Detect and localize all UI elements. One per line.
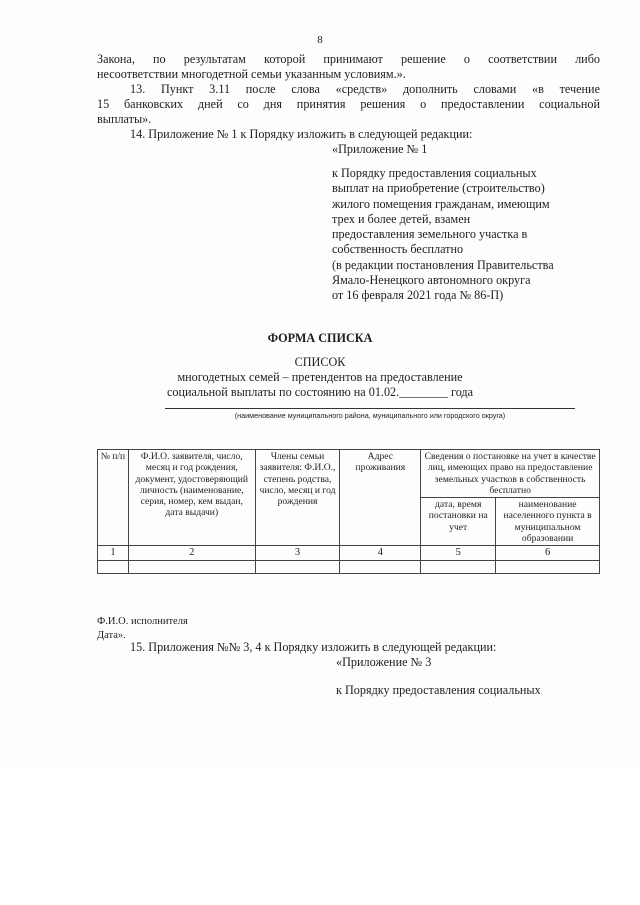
- paragraph-line: 15 банковских дней со дня принятия решения о предоставлении социальной: [97, 97, 600, 111]
- table-row: [98, 546, 600, 560]
- page-number: 8: [317, 34, 323, 46]
- appendix-line: Ямало-Ненецкого автономного округа: [332, 273, 531, 288]
- empty-cell: [421, 560, 496, 573]
- column-number: 2: [128, 546, 255, 560]
- families-table: [97, 449, 600, 574]
- paragraph-line: несоответствии многодетной семьи указанным условиям.».: [97, 67, 406, 81]
- appendix-line: жилого помещения гражданам, имеющим: [332, 196, 550, 211]
- header-registration-date: дата, время постановки на учет: [421, 498, 496, 546]
- header-registration-info: Сведения о постановке на учет в качестве лиц, имеющих право на предоставление земельных участков в собственность бесплатно: [421, 450, 600, 498]
- paragraph-line: 15. Приложения №№ 3, 4 к Порядку изложить в следующей редакции:: [130, 640, 497, 654]
- header-address: Адрес проживания: [340, 450, 421, 546]
- column-number: 3: [255, 546, 340, 560]
- appendix-line: от 16 февраля 2021 года № 86-П): [332, 288, 504, 303]
- list-subtitle: социальной выплаты по состоянию на 01.02.________ года: [166, 385, 474, 399]
- appendix-block: [332, 166, 554, 304]
- empty-cell: [496, 560, 600, 573]
- list-subtitle: многодетных семей – претендентов на предоставление: [177, 370, 463, 384]
- appendix-line: (в редакции постановления Правительства: [332, 257, 554, 272]
- header-family-members: Члены семьи заявителя: Ф.И.О., степень родства, число, месяц и год рождения: [255, 450, 340, 546]
- empty-cell: [340, 560, 421, 573]
- empty-cell: [128, 560, 255, 573]
- blank-area: [0, 768, 640, 905]
- appendix-line: предоставления земельного участка в: [332, 227, 528, 242]
- column-number: 5: [421, 546, 496, 560]
- header-settlement-name: наименование населенного пункта в муниципальном образовании: [496, 498, 600, 546]
- appendix-title: «Приложение № 1: [332, 142, 428, 156]
- appendix-title: «Приложение № 3: [336, 655, 432, 669]
- list-title: СПИСОК: [294, 355, 346, 369]
- appendix-line: собственность бесплатно: [332, 242, 464, 257]
- appendix-line: трех и более детей, взамен: [332, 211, 471, 226]
- table-row: [98, 560, 600, 573]
- fill-in-line: [165, 408, 575, 409]
- paragraph-line: Закона, по результатам которой принимают решение о соответствии либо: [97, 52, 600, 66]
- header-applicant: Ф.И.О. заявителя, число, месяц и год рождения, документ, удостоверяющий личность (наименование, серия, номер, кем выдан, дата выдачи): [128, 450, 255, 546]
- column-number: 4: [340, 546, 421, 560]
- column-number: 6: [496, 546, 600, 560]
- appendix-line: выплат на приобретение (строительство): [332, 181, 545, 196]
- empty-cell: [255, 560, 340, 573]
- paragraph-line: выплаты».: [97, 112, 152, 126]
- paragraph-line: 14. Приложение № 1 к Порядку изложить в следующей редакции:: [130, 127, 473, 141]
- date-label: Дата».: [97, 630, 126, 641]
- form-heading: ФОРМА СПИСКА: [267, 331, 373, 345]
- appendix-line: к Порядку предоставления социальных: [332, 166, 537, 180]
- header-number: № п/п: [98, 450, 129, 546]
- column-number: 1: [98, 546, 129, 560]
- municipality-caption: (наименование муниципального района, муниципального или городского округа): [234, 411, 506, 420]
- executor-label: Ф.И.О. исполнителя: [97, 616, 188, 627]
- empty-cell: [98, 560, 129, 573]
- appendix-line: к Порядку предоставления социальных: [336, 683, 541, 697]
- paragraph-line: 13. Пункт 3.11 после слова «средств» дополнить словами «в течение: [130, 82, 600, 96]
